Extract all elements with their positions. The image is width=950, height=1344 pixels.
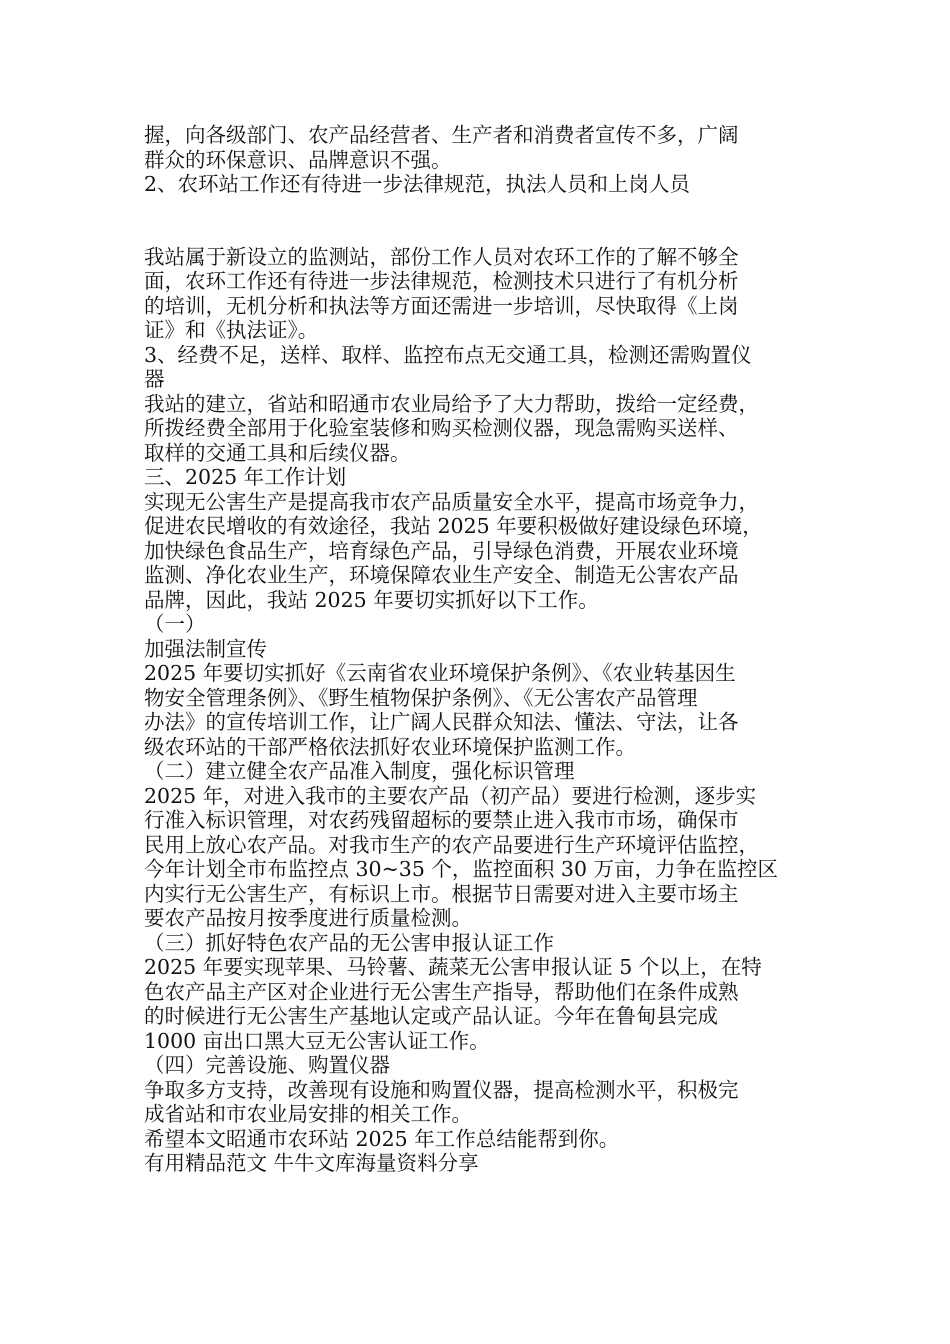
text-line: 2025 年要切实抓好《云南省农业环境保护条例》、《农业转基因生 [144, 661, 736, 685]
text-line: 品牌，因此，我站 2025 年要切实抓好以下工作。 [144, 587, 599, 612]
text-line: 行准入标识管理，对农药残留超标的要禁止进入我市市场，确保市 [144, 808, 739, 832]
text-block-before-gap [144, 123, 809, 197]
text-line: 有用精品范文 牛牛文库海量资料分享 [144, 1151, 479, 1175]
paragraph-gap [144, 197, 809, 245]
document-body [144, 123, 809, 1176]
text-line: 促进农民增收的有效途径，我站 2025 年要积极做好建设绿色环境， [144, 514, 763, 538]
text-line: 物安全管理条例》、《野生植物保护条例》、《无公害农产品管理 [144, 685, 698, 710]
text-line: （二）建立健全农产品准入制度，强化标识管理 [144, 759, 575, 783]
text-line: 器 [144, 367, 165, 391]
text-line: 我站属于新设立的监测站，部份工作人员对农环工作的了解不够全 [144, 244, 739, 269]
text-line: 监测、净化农业生产，环境保障农业生产安全、制造无公害农产品 [144, 563, 739, 587]
text-line: 2025 年要实现苹果、马铃薯、蔬菜无公害申报认证 5 个以上，在特 [144, 955, 762, 979]
text-line: 希望本文昭通市农环站 2025 年工作总结能帮到你。 [144, 1126, 620, 1151]
text-line: 加快绿色食品生产，培育绿色产品，引导绿色消费，开展农业环境 [144, 538, 739, 563]
text-line: 级农环站的干部严格依法抓好农业环境保护监测工作。 [144, 734, 636, 759]
text-line: 面，农环工作还有待进一步法律规范，检测技术只进行了有机分析 [144, 269, 739, 293]
text-line: 群众的环保意识、品牌意识不强。 [144, 147, 452, 172]
text-line: 要农产品按月按季度进行质量检测。 [144, 906, 472, 930]
text-line: 1000 亩出口黑大豆无公害认证工作。 [144, 1028, 490, 1053]
text-block-after-gap [144, 245, 809, 1176]
text-line: 加强法制宣传 [144, 636, 267, 661]
text-line: 成省站和市农业局安排的相关工作。 [144, 1102, 472, 1126]
text-line: 证》和《执法证》。 [144, 318, 319, 342]
text-line: 争取多方支持，改善现有设施和购置仪器，提高检测水平，积极完 [144, 1077, 739, 1102]
text-line: 3、经费不足，送样、取样、监控布点无交通工具，检测还需购置仪 [144, 342, 752, 367]
text-line: （一） [144, 612, 206, 636]
text-line: 的时候进行无公害生产基地认定或产品认证。今年在鲁甸县完成 [144, 1004, 718, 1028]
text-line: 2025 年，对进入我市的主要农产品（初产品）要进行检测，逐步实 [144, 783, 757, 808]
text-line: 握，向各级部门、农产品经营者、生产者和消费者宣传不多，广阔 [144, 123, 739, 147]
text-line: 2、农环站工作还有待进一步法律规范，执法人员和上岗人员 [144, 172, 691, 196]
text-line: （三）抓好特色农产品的无公害申报认证工作 [144, 930, 554, 955]
text-line: 实现无公害生产是提高我市农产品质量安全水平，提高市场竞争力， [144, 489, 759, 514]
text-line: 办法》的宣传培训工作，让广阔人民群众知法、懂法、守法，让各 [144, 710, 739, 734]
text-line: 所拨经费全部用于化验室装修和购买检测仪器，现急需购买送样、 [144, 416, 739, 440]
text-line: 民用上放心农产品。对我市生产的农产品要进行生产环境评估监控， [144, 832, 759, 857]
text-line: 内实行无公害生产，有标识上市。根据节日需要对进入主要市场主 [144, 881, 739, 906]
text-line: 今年计划全市布监控点 30~35 个，监控面积 30 万亩，力争在监控区 [144, 857, 778, 881]
text-line: 三、2025 年工作计划 [144, 465, 347, 489]
text-line: 我站的建立，省站和昭通市农业局给予了大力帮助，拨给一定经费， [144, 391, 759, 416]
text-line: （四）完善设施、购置仪器 [144, 1053, 390, 1077]
text-line: 取样的交通工具和后续仪器。 [144, 440, 411, 465]
text-line: 的培训，无机分析和执法等方面还需进一步培训，尽快取得《上岗 [144, 293, 739, 318]
text-line: 色农产品主产区对企业进行无公害生产指导，帮助他们在条件成熟 [144, 979, 739, 1004]
